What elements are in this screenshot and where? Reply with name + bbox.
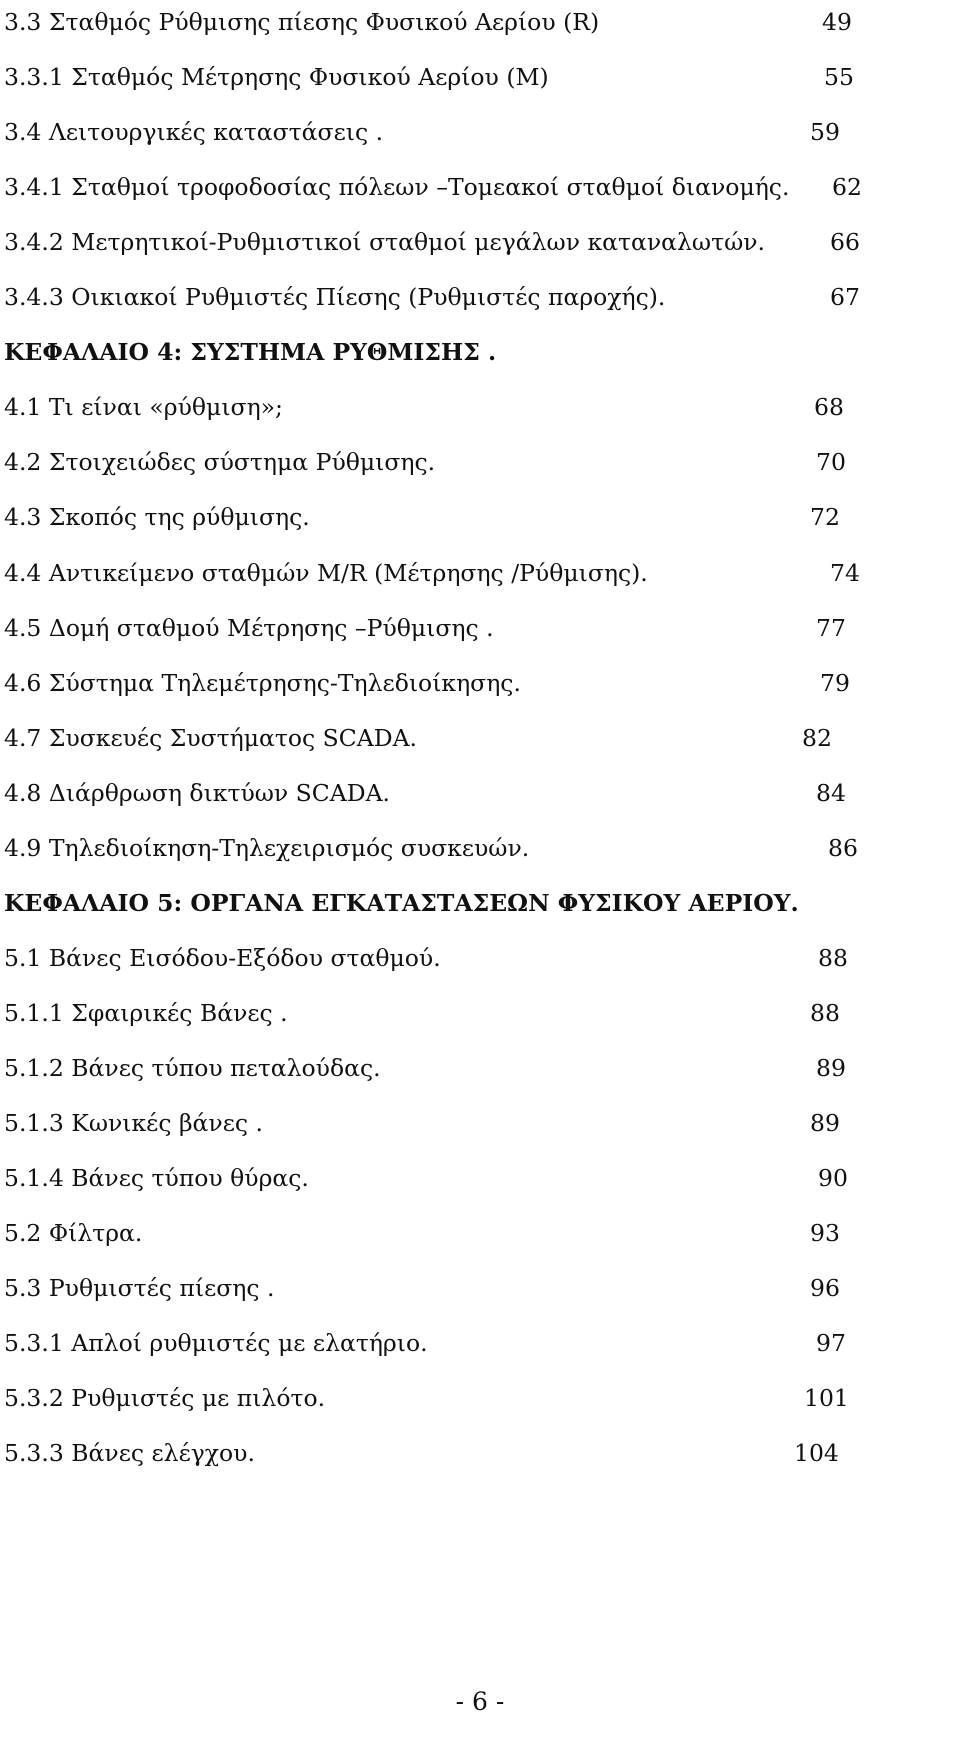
toc-entry-page: 88 <box>818 944 848 972</box>
toc-entry-label: 3.4.2 Μετρητικοί-Ρυθμιστικοί σταθμοί μεγάλων καταναλωτών. <box>4 228 766 256</box>
toc-entry-label: 3.4 Λειτουργικές καταστάσεις . <box>4 118 384 146</box>
toc-entry-label: 4.7 Συσκευές Συστήματος SCADA. <box>4 724 418 752</box>
toc-entry-label: 4.3 Σκοπός της ρύθμισης. <box>4 503 310 531</box>
toc-entry-page: 70 <box>816 448 846 476</box>
toc-entry-label: 5.1.2 Βάνες τύπου πεταλούδας. <box>4 1054 381 1082</box>
toc-entry-page: 101 <box>804 1384 849 1412</box>
toc-entry-page: 84 <box>816 779 846 807</box>
toc-chapter-label: ΚΕΦΑΛΑΙΟ 4: ΣΥΣΤΗΜΑ ΡΥΘΜΙΣΗΣ . <box>4 338 497 366</box>
toc-entry-page: 66 <box>830 228 860 256</box>
toc-entry-page: 79 <box>820 669 850 697</box>
toc-entry-label: 4.6 Σύστημα Τηλεμέτρησης-Τηλεδιοίκησης. <box>4 669 521 697</box>
toc-entry-page: 90 <box>818 1164 848 1192</box>
toc-entry-page: 49 <box>822 8 852 36</box>
toc-entry-page: 67 <box>830 283 860 311</box>
toc-entry-page: 72 <box>810 503 840 531</box>
toc-entry-page: 74 <box>830 559 860 587</box>
toc-entry-label: 3.4.3 Οικιακοί Ρυθμιστές Πίεσης (Ρυθμιστές παροχής). <box>4 283 666 311</box>
toc-entry-page: 96 <box>810 1274 840 1302</box>
toc-entry-label: 5.3.1 Απλοί ρυθμιστές με ελατήριο. <box>4 1329 428 1357</box>
toc-entry-label: 5.1 Βάνες Εισόδου-Εξόδου σταθμού. <box>4 944 441 972</box>
toc-entry-page: 82 <box>802 724 832 752</box>
toc-entry-page: 59 <box>810 118 840 146</box>
toc-chapter-label: ΚΕΦΑΛΑΙΟ 5: ΟΡΓΑΝΑ ΕΓΚΑΤΑΣΤΑΣΕΩΝ ΦΥΣΙΚΟΥ ΑΕΡΙΟΥ. <box>4 889 799 917</box>
toc-entry-page: 62 <box>832 173 862 201</box>
toc-entry-label: 5.1.1 Σφαιρικές Βάνες . <box>4 999 288 1027</box>
toc-entry-page: 104 <box>794 1439 839 1467</box>
toc-entry-page: 97 <box>816 1329 846 1357</box>
toc-entry-label: 5.3 Ρυθμιστές πίεσης . <box>4 1274 275 1302</box>
toc-entry-label: 4.4 Αντικείμενο σταθμών M/R (Μέτρησης /Ρύθμισης). <box>4 559 648 587</box>
page-number: - 6 - <box>455 1687 505 1716</box>
toc-entry-label: 3.3 Σταθμός Ρύθμισης πίεσης Φυσικού Αερίου (R) <box>4 8 600 36</box>
toc-entry-label: 3.4.1 Σταθμοί τροφοδοσίας πόλεων –Τομεακοί σταθμοί διανομής. <box>4 173 790 201</box>
toc-entry-label: 5.1.3 Κωνικές βάνες . <box>4 1109 263 1137</box>
toc-entry-page: 88 <box>810 999 840 1027</box>
toc-entry-page: 77 <box>816 614 846 642</box>
toc-entry-label: 5.3.3 Βάνες ελέγχου. <box>4 1439 255 1467</box>
toc-entry-page: 89 <box>816 1054 846 1082</box>
toc-entry-page: 89 <box>810 1109 840 1137</box>
toc-entry-label: 5.1.4 Βάνες τύπου θύρας. <box>4 1164 309 1192</box>
toc-entry-label: 5.3.2 Ρυθμιστές με πιλότο. <box>4 1384 326 1412</box>
toc-entry-label: 4.1 Τι είναι «ρύθμιση»; <box>4 393 283 421</box>
toc-entry-label: 3.3.1 Σταθμός Μέτρησης Φυσικού Αερίου (Μ) <box>4 63 549 91</box>
toc-entry-page: 86 <box>828 834 858 862</box>
toc-entry-page: 68 <box>814 393 844 421</box>
toc-entry-label: 4.9 Τηλεδιοίκηση-Τηλεχειρισμός συσκευών. <box>4 834 530 862</box>
toc-entry-label: 5.2 Φίλτρα. <box>4 1219 143 1247</box>
toc-entry-page: 55 <box>824 63 854 91</box>
toc-entry-label: 4.8 Διάρθρωση δικτύων SCADA. <box>4 779 391 807</box>
toc-entry-page: 93 <box>810 1219 840 1247</box>
toc-entry-label: 4.5 Δομή σταθμού Μέτρησης –Ρύθμισης . <box>4 614 494 642</box>
toc-entry-label: 4.2 Στοιχειώδες σύστημα Ρύθμισης. <box>4 448 436 476</box>
